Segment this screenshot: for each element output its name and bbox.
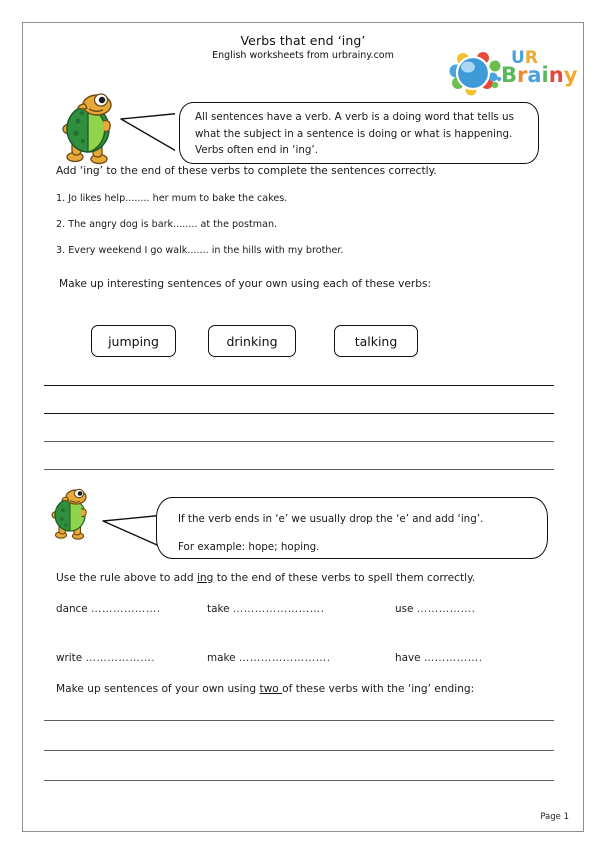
section4-instruction-underlined: two bbox=[259, 683, 283, 695]
tip-bubble-top-line2: what the subject in a sentence is doing or what is happening. bbox=[195, 127, 513, 140]
verb-dots-dance: ………………. bbox=[90, 603, 161, 615]
turtle-character-top bbox=[61, 91, 127, 169]
section1-sentence-3: 3. Every weekend I go walk....... in the hills with my brother. bbox=[56, 245, 344, 256]
section1-sentence-1: 1. Jo likes help........ her mum to bake the cakes. bbox=[56, 193, 288, 204]
verb-dots-have: ……………. bbox=[423, 652, 483, 664]
tip-bubble-top bbox=[179, 102, 539, 164]
section3-instruction-suffix: to the end of these verbs to spell them correctly. bbox=[213, 572, 476, 584]
answer-line-3[interactable] bbox=[44, 441, 554, 442]
tip-bubble-top-line3: Verbs often end in ‘ing’. bbox=[195, 144, 318, 156]
final-answer-line-3[interactable] bbox=[44, 780, 554, 781]
tip-bubble-bottom bbox=[156, 497, 548, 559]
urbrainy-logo bbox=[449, 49, 589, 99]
verb-label-use: use bbox=[395, 603, 414, 615]
turtle-character-bottom bbox=[51, 488, 97, 543]
section3-instruction bbox=[56, 572, 475, 584]
verb-label-take: take bbox=[207, 603, 230, 615]
worksheet-page bbox=[22, 22, 584, 832]
section1-instruction: Add ‘ing’ to the end of these verbs to complete the sentences correctly. bbox=[56, 165, 437, 177]
section3-instruction-underlined: ing bbox=[196, 572, 214, 584]
section2-instruction: Make up interesting sentences of your own using each of these verbs: bbox=[59, 278, 432, 290]
speech-bubble-tail-top bbox=[119, 111, 185, 159]
final-answer-line-2[interactable] bbox=[44, 750, 554, 751]
tip-bubble-top-text bbox=[195, 109, 525, 159]
tip-bubble-bottom-text bbox=[178, 505, 538, 561]
verb-label-have: have bbox=[395, 652, 421, 664]
section4-instruction-prefix: Make up sentences of your own using bbox=[56, 683, 260, 695]
verb-dots-write: ………………. bbox=[85, 652, 156, 664]
tip-bubble-bottom-line1: If the verb ends in ‘e’ we usually drop the ‘e’ and add ‘ing’. bbox=[178, 513, 484, 525]
section4-instruction-suffix: of these verbs with the ‘ing’ ending: bbox=[282, 683, 475, 695]
verb-item-write[interactable] bbox=[56, 652, 155, 664]
logo-ur-text: UR bbox=[511, 48, 538, 68]
page-title: Verbs that end ‘ing’ bbox=[240, 33, 366, 48]
logo-brainy-text: Brainy bbox=[501, 63, 578, 87]
section4-instruction bbox=[56, 683, 474, 695]
section3-instruction-prefix: Use the rule above to add bbox=[56, 572, 197, 584]
verb-dots-take: ……………………. bbox=[232, 603, 325, 615]
word-box-drinking[interactable]: drinking bbox=[208, 325, 296, 357]
verb-label-write: write bbox=[56, 652, 83, 664]
tip-bubble-bottom-line2: For example: hope; hoping. bbox=[178, 541, 320, 553]
word-box-talking[interactable]: talking bbox=[334, 325, 418, 357]
verb-item-dance[interactable] bbox=[56, 603, 161, 615]
verb-label-make: make bbox=[207, 652, 236, 664]
verb-item-make[interactable] bbox=[207, 652, 331, 664]
verb-label-dance: dance bbox=[56, 603, 88, 615]
tip-bubble-top-line1: All sentences have a verb. A verb is a doing word that tells us bbox=[195, 111, 514, 123]
page-number: Page 1 bbox=[540, 812, 569, 822]
verb-item-have[interactable] bbox=[395, 652, 483, 664]
verb-dots-make: ……………………. bbox=[238, 652, 331, 664]
verb-item-use[interactable] bbox=[395, 603, 476, 615]
answer-line-2[interactable] bbox=[44, 413, 554, 414]
verb-item-take[interactable] bbox=[207, 603, 325, 615]
section1-sentence-2: 2. The angry dog is bark........ at the postman. bbox=[56, 219, 278, 230]
answer-line-4[interactable] bbox=[44, 469, 554, 470]
answer-line-1[interactable] bbox=[44, 385, 554, 386]
verb-dots-use: ……………. bbox=[416, 603, 476, 615]
page-subtitle: English worksheets from urbrainy.com bbox=[212, 50, 394, 61]
word-box-jumping[interactable]: jumping bbox=[91, 325, 176, 357]
final-answer-line-1[interactable] bbox=[44, 720, 554, 721]
